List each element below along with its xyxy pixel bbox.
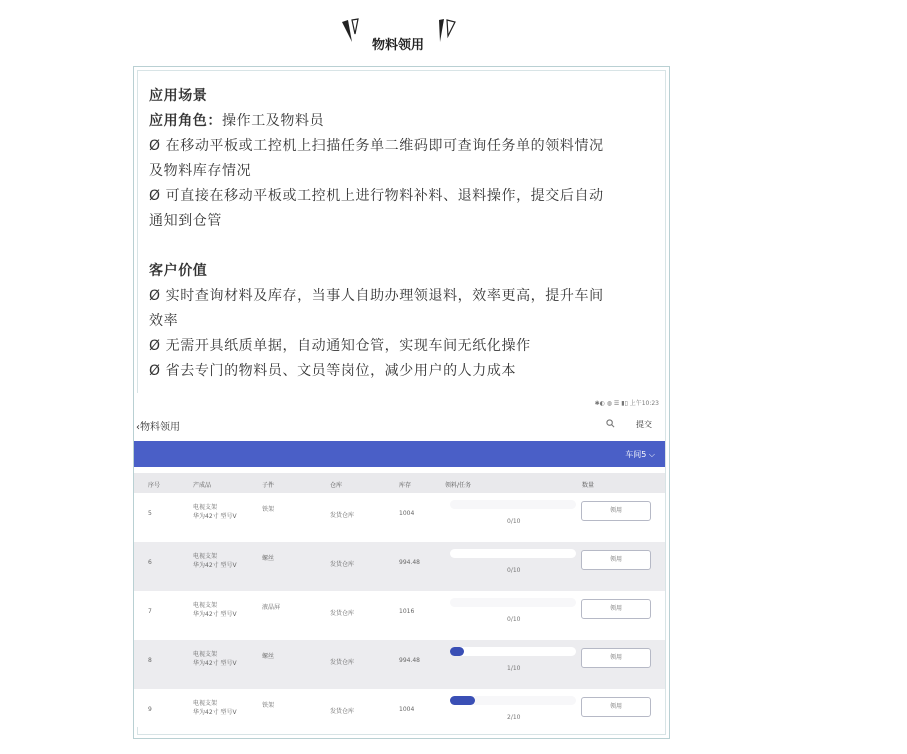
row-stock: 1004 <box>399 706 415 713</box>
value-heading: 客户价值 <box>149 263 208 279</box>
role-value: 操作工及物料员 <box>222 113 325 129</box>
progress-text: 0/10 <box>507 518 521 525</box>
progress-text: 2/10 <box>507 714 521 721</box>
row-product <box>193 601 237 619</box>
row-product <box>193 552 237 570</box>
row-part: 液晶屏 <box>262 604 281 611</box>
row-part: 螺丝 <box>262 653 275 660</box>
value-item: Ø 无需开具纸质单据，自动通知仓管，实现车间无纸化操作 <box>149 338 531 354</box>
row-number: 9 <box>148 706 152 713</box>
value-item: Ø 实时查询材料及库存，当事人自助办理领退料，效率更高，提升车间 <box>149 288 604 304</box>
take-button[interactable]: 领用 <box>581 550 651 570</box>
row-number: 8 <box>148 657 152 664</box>
row-stock: 1004 <box>399 510 415 517</box>
take-button[interactable]: 领用 <box>581 648 651 668</box>
column-header: 数量 <box>582 482 595 489</box>
column-header: 仓库 <box>330 482 343 489</box>
table-row <box>134 689 665 727</box>
progress-track <box>450 696 576 705</box>
row-number: 7 <box>148 608 152 615</box>
tablet-screenshot <box>134 393 665 727</box>
workshop-bar <box>134 441 665 467</box>
chevron-left-icon: ‹ <box>136 422 140 433</box>
row-stock: 1016 <box>399 608 415 615</box>
search-icon[interactable] <box>606 419 615 428</box>
product-model: 华为42寸 型号V <box>193 660 237 667</box>
page-title: 物料领用 <box>372 38 425 53</box>
column-header: 领料/任务 <box>445 482 472 489</box>
take-button[interactable]: 领用 <box>581 697 651 717</box>
spacer <box>149 234 653 259</box>
row-stock: 994.48 <box>399 657 420 664</box>
progress-track <box>450 647 576 656</box>
row-warehouse: 发货仓库 <box>330 512 355 519</box>
product-name: 电视支架 <box>193 651 218 658</box>
workshop-select[interactable] <box>625 449 655 460</box>
article-body <box>149 84 653 384</box>
decorative-stroke-icon <box>340 18 362 44</box>
row-part: 螺丝 <box>262 555 275 562</box>
take-button[interactable]: 领用 <box>581 501 651 521</box>
row-part: 铁架 <box>262 506 275 513</box>
column-header: 序号 <box>148 482 161 489</box>
row-number: 6 <box>148 559 152 566</box>
column-header: 库存 <box>399 482 412 489</box>
row-product <box>193 699 237 717</box>
decorative-stroke-icon <box>437 18 459 44</box>
chevron-down-icon: ⌵ <box>648 450 655 459</box>
back-label: 物料领用 <box>140 422 180 433</box>
scene-item: Ø 在移动平板或工控机上扫描任务单二维码即可查询任务单的领料情况 <box>149 138 604 154</box>
progress-text: 0/10 <box>507 616 521 623</box>
progress-track <box>450 549 576 558</box>
scene-item: 及物料库存情况 <box>149 163 252 179</box>
scene-item: Ø 可直接在移动平板或工控机上进行物料补料、退料操作，提交后自动 <box>149 188 604 204</box>
page-header <box>0 14 800 54</box>
table-row <box>134 640 665 689</box>
product-name: 电视支架 <box>193 504 218 511</box>
column-header: 子件 <box>262 482 275 489</box>
product-name: 电视支架 <box>193 700 218 707</box>
table-row <box>134 542 665 591</box>
product-name: 电视支架 <box>193 553 218 560</box>
workshop-label: 车间5 <box>625 450 647 459</box>
row-warehouse: 发货仓库 <box>330 561 355 568</box>
submit-button[interactable]: 提交 <box>636 420 652 429</box>
row-warehouse: 发货仓库 <box>330 610 355 617</box>
table-row <box>134 591 665 640</box>
back-button[interactable] <box>136 418 180 433</box>
progress-fill <box>450 696 475 705</box>
progress-fill <box>450 647 464 656</box>
take-button[interactable]: 领用 <box>581 599 651 619</box>
scene-heading: 应用场景 <box>149 88 208 104</box>
row-number: 5 <box>148 510 152 517</box>
column-header: 产成品 <box>193 482 212 489</box>
product-model: 华为42寸 型号V <box>193 513 237 520</box>
value-item: Ø 省去专门的物料员、文员等岗位，减少用户的人力成本 <box>149 363 517 379</box>
product-model: 华为42寸 型号V <box>193 611 237 618</box>
product-name: 电视支架 <box>193 602 218 609</box>
table-header <box>134 473 665 493</box>
row-part: 铁架 <box>262 702 275 709</box>
progress-track <box>450 500 576 509</box>
product-model: 华为42寸 型号V <box>193 709 237 716</box>
row-stock: 994.48 <box>399 559 420 566</box>
role-line <box>149 109 653 134</box>
product-model: 华为42寸 型号V <box>193 562 237 569</box>
app-header <box>134 415 665 435</box>
row-product <box>193 650 237 668</box>
status-bar: ✱◐ ◍ ☰ ▮▯ 上午10:23 <box>594 400 659 407</box>
table-row <box>134 493 665 542</box>
value-item: 效率 <box>149 313 179 329</box>
row-product <box>193 503 237 521</box>
progress-text: 0/10 <box>507 567 521 574</box>
row-warehouse: 发货仓库 <box>330 708 355 715</box>
role-label: 应用角色： <box>149 113 222 129</box>
scene-item: 通知到仓管 <box>149 213 222 229</box>
progress-text: 1/10 <box>507 665 521 672</box>
progress-track <box>450 598 576 607</box>
row-warehouse: 发货仓库 <box>330 659 355 666</box>
